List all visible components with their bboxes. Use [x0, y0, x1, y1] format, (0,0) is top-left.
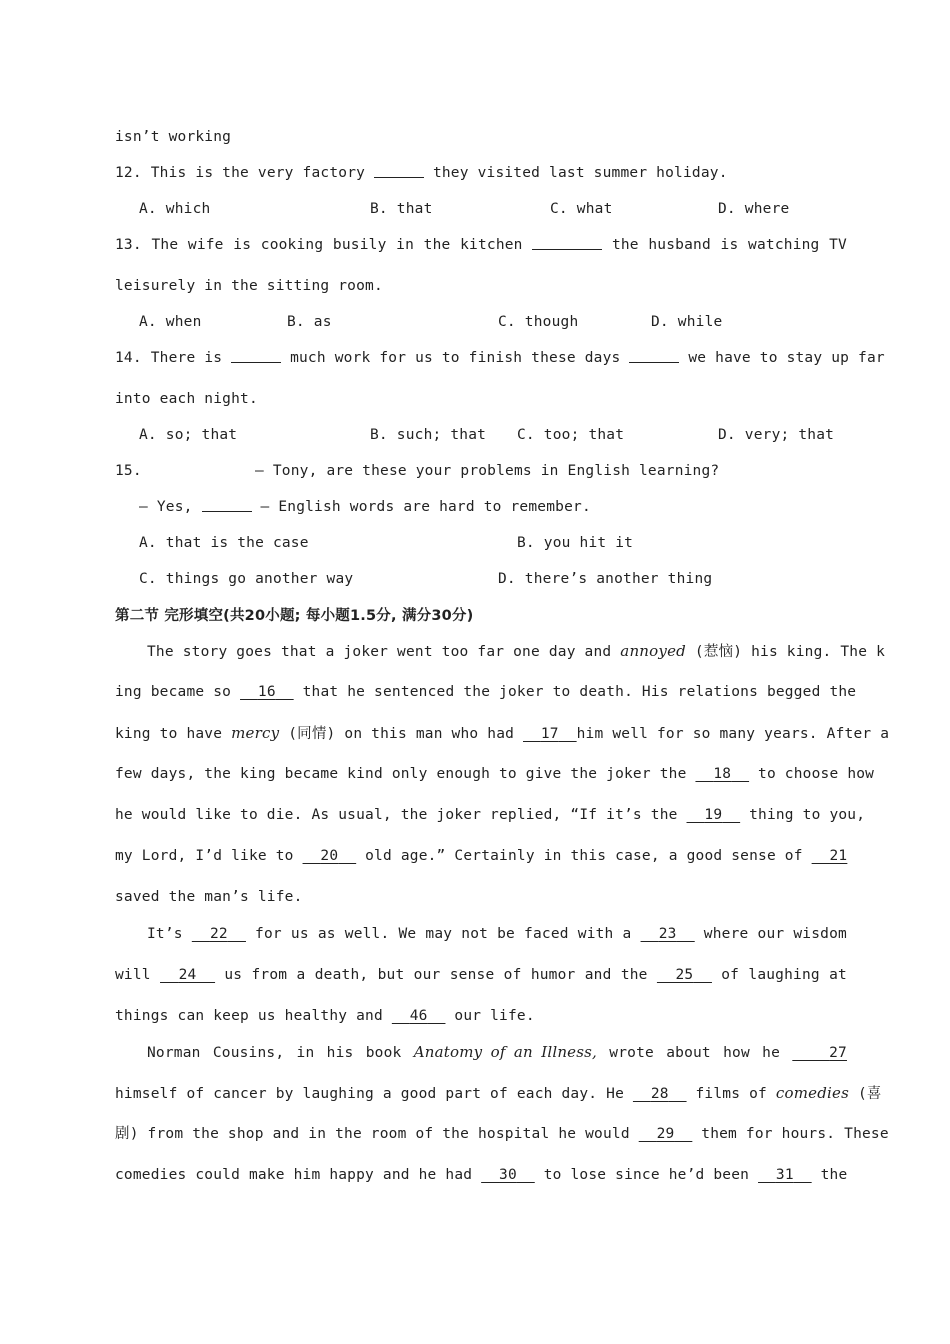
option-d: D. while — [651, 314, 723, 330]
passage-text: that he sentenced the joker to death. His relations begged the — [302, 684, 857, 700]
option-b: B. as — [287, 314, 332, 330]
question-text: the husband is watching TV — [611, 237, 847, 253]
passage-text: Norman Cousins, in his book — [147, 1045, 402, 1061]
blank-number: 17 — [540, 726, 559, 742]
passage-line — [115, 722, 890, 744]
blank-number: 27 — [829, 1045, 847, 1061]
italic-word: annoyed — [620, 642, 686, 660]
passage-text: (喜 — [857, 1086, 882, 1102]
blank-number: 29 — [656, 1126, 675, 1142]
passage-line — [115, 681, 857, 703]
italic-word: mercy — [231, 724, 280, 742]
question-number: 14. — [115, 350, 142, 366]
blank-29 — [639, 1126, 693, 1142]
passage-line: saved the man’s life. — [115, 889, 303, 905]
option-b: B. that — [370, 201, 433, 217]
blank-19 — [687, 807, 741, 823]
passage-text: them for hours. These — [701, 1126, 889, 1142]
italic-word: comedies — [775, 1084, 849, 1102]
passage-text: of laughing at — [721, 967, 847, 983]
blank-number: 30 — [499, 1167, 517, 1183]
blank-25 — [657, 967, 712, 983]
dialog-text: — English words are hard to remember. — [260, 499, 591, 515]
question-14-line2: into each night. — [115, 391, 258, 407]
passage-text: my Lord, I’d like to — [115, 848, 294, 864]
passage-text: king to have — [115, 726, 223, 742]
blank-number: 16 — [257, 684, 276, 700]
answer-blank — [374, 163, 424, 178]
answer-blank — [202, 497, 252, 512]
blank-number: 19 — [704, 807, 723, 823]
answer-blank — [629, 348, 679, 363]
dialog-line-2 — [139, 496, 591, 518]
blank-number: 18 — [713, 766, 732, 782]
blank-21 — [812, 848, 848, 864]
passage-text: to choose how — [758, 766, 875, 782]
passage-line — [115, 804, 866, 826]
blank-31 — [758, 1167, 812, 1183]
option-a: A. that is the case — [139, 535, 309, 551]
passage-text: to lose since he’d been — [543, 1167, 750, 1183]
blank-number: 21 — [829, 848, 848, 864]
passage-text: him well for so many years. After a — [576, 726, 890, 742]
option-d: D. where — [718, 201, 790, 217]
passage-text: few days, the king became kind only enough to give the joker the — [115, 766, 687, 782]
blank-27 — [792, 1045, 847, 1061]
passage-line — [115, 1123, 889, 1145]
option-c: C. though — [498, 314, 579, 330]
passage-line — [147, 1041, 847, 1063]
passage-text: wrote about how he — [609, 1045, 781, 1061]
dialog-line-1: — Tony, are these your problems in English learning? — [255, 463, 720, 479]
question-14 — [115, 347, 885, 369]
dialog-text: — Yes, — [139, 499, 193, 515]
passage-text: us from a death, but our sense of humor and the — [224, 967, 648, 983]
option-a: A. so; that — [139, 427, 238, 443]
passage-text: the — [820, 1167, 848, 1183]
blank-28 — [633, 1086, 687, 1102]
passage-line — [115, 1164, 847, 1186]
blank-18 — [695, 766, 749, 782]
passage-text: himself of cancer by laughing a good part of each day. He — [115, 1086, 624, 1102]
passage-text: where our wisdom — [703, 926, 847, 942]
question-13-line2: leisurely in the sitting room. — [115, 278, 383, 294]
answer-blank — [532, 235, 602, 250]
blank-number: 46 — [409, 1008, 428, 1024]
blank-number: 25 — [675, 967, 694, 983]
passage-text: things can keep us healthy and — [115, 1008, 383, 1024]
option-c: C. too; that — [517, 427, 625, 443]
option-a: A. which — [139, 201, 211, 217]
option-b: B. you hit it — [517, 535, 634, 551]
blank-number: 28 — [650, 1086, 669, 1102]
passage-text: our life. — [454, 1008, 535, 1024]
passage-text: (惹恼) his king. The k — [694, 644, 886, 660]
blank-number: 24 — [178, 967, 197, 983]
blank-number: 22 — [209, 926, 228, 942]
question-number: 13. — [115, 237, 142, 253]
passage-line — [115, 1082, 882, 1104]
passage-text: The story goes that a joker went too far one day and — [147, 644, 612, 660]
passage-text: old age.” Certainly in this case, a good sense of — [365, 848, 803, 864]
option-c: C. things go another way — [139, 571, 354, 587]
passage-text: will — [115, 967, 151, 983]
question-text: This is the very factory — [150, 165, 366, 181]
blank-23 — [641, 926, 695, 942]
passage-text: he would like to die. As usual, the joker replied, “If it’s the — [115, 807, 678, 823]
question-12 — [115, 162, 847, 184]
question-text: The wife is cooking busily in the kitchen — [151, 237, 523, 253]
blank-24 — [160, 967, 215, 983]
blank-number: 31 — [775, 1167, 794, 1183]
passage-line — [147, 923, 847, 945]
passage-text: It’s — [147, 926, 183, 942]
passage-line — [115, 763, 875, 785]
option-a: A. when — [139, 314, 202, 330]
option-d: D. there’s another thing — [498, 571, 713, 587]
passage-line — [115, 964, 847, 986]
passage-line — [115, 1005, 847, 1027]
passage-text: ing became so — [115, 684, 232, 700]
passage-text: films of — [695, 1086, 767, 1102]
question-number: 15. — [115, 463, 142, 479]
section-heading: 第二节 完形填空(共20小题; 每小题1.5分, 满分30分) — [115, 608, 474, 624]
question-text: they visited last summer holiday. — [432, 165, 728, 181]
question-text: There is — [150, 350, 223, 366]
blank-30 — [481, 1167, 535, 1183]
answer-blank — [231, 348, 281, 363]
passage-text: (同情) on this man who had — [288, 726, 515, 742]
blank-17 — [523, 726, 577, 742]
question-13 — [115, 234, 847, 256]
passage-line — [115, 845, 847, 867]
blank-20 — [303, 848, 357, 864]
option-c: C. what — [550, 201, 613, 217]
blank-46 — [392, 1008, 446, 1024]
question-number: 12. — [115, 165, 142, 181]
option-d: D. very; that — [718, 427, 835, 443]
question-text: we have to stay up far — [688, 350, 885, 366]
book-title: Anatomy of an Illness, — [413, 1043, 598, 1061]
blank-number: 20 — [320, 848, 339, 864]
passage-text: 剧) from the shop and in the room of the hospital he would — [115, 1126, 630, 1142]
passage-text: comedies could make him happy and he had — [115, 1167, 473, 1183]
carryover-text: isn’t working — [115, 129, 232, 145]
option-b: B. such; that — [370, 427, 487, 443]
passage-line — [147, 640, 886, 662]
blank-number: 23 — [658, 926, 677, 942]
passage-text: for us as well. We may not be faced with a — [255, 926, 632, 942]
passage-text: thing to you, — [749, 807, 866, 823]
blank-16 — [240, 684, 294, 700]
blank-22 — [192, 926, 246, 942]
question-text: much work for us to finish these days — [290, 350, 621, 366]
